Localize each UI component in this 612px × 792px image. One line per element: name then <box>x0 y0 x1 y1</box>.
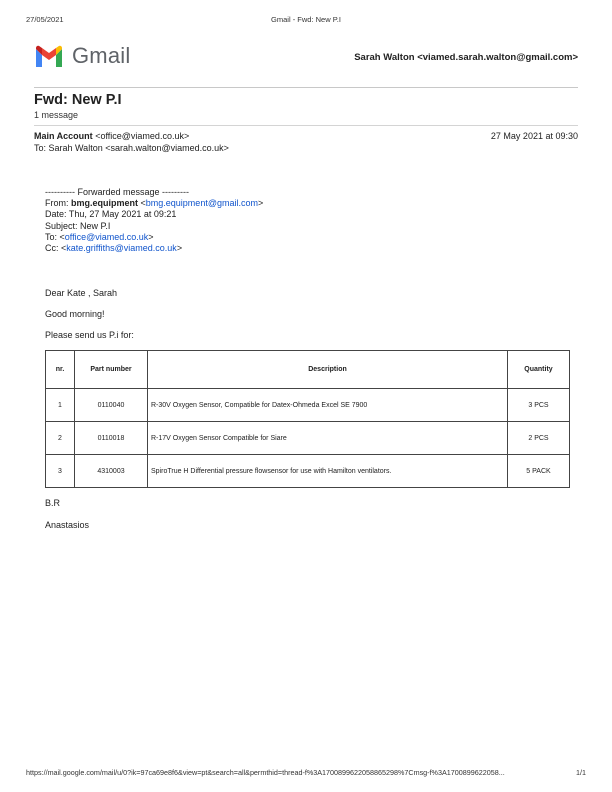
request-text: Please send us P.i for: <box>45 330 134 340</box>
cell-part-number: 0110040 <box>75 389 148 422</box>
forward-separator: ---------- Forwarded message --------- <box>45 187 189 197</box>
cell-description: R-17V Oxygen Sensor Compatible for Siare <box>148 422 508 455</box>
sender-line <box>34 131 189 141</box>
message-divider <box>34 125 578 126</box>
cell-nr: 2 <box>46 422 75 455</box>
recipient-line: To: Sarah Walton <sarah.walton@viamed.co.uk> <box>34 143 229 153</box>
forward-to-email-link[interactable]: office@viamed.co.uk <box>64 232 149 242</box>
forward-to: To: <office@viamed.co.uk> <box>45 232 154 242</box>
sign-off: B.R <box>45 498 61 508</box>
greeting: Dear Kate , Sarah <box>45 288 118 298</box>
cell-part-number: 4310003 <box>75 455 148 488</box>
col-header-description: Description <box>148 351 508 389</box>
table-row <box>46 389 570 422</box>
message-count: 1 message <box>34 110 79 120</box>
col-header-quantity: Quantity <box>508 351 570 389</box>
cell-description: SpiroTrue H Differential pressure flowsensor for use with Hamilton ventilators. <box>148 455 508 488</box>
forward-subject: Subject: New P.I <box>45 221 111 231</box>
good-morning: Good morning! <box>45 309 105 319</box>
cell-quantity: 3 PCS <box>508 389 570 422</box>
forward-cc: Cc: <kate.griffiths@viamed.co.uk> <box>45 243 183 253</box>
forward-from-name: bmg.equipment <box>71 198 138 208</box>
gmail-wordmark: Gmail <box>72 43 131 68</box>
sender-email: <office@viamed.co.uk> <box>95 131 190 141</box>
col-header-nr: nr. <box>46 351 75 389</box>
table-row <box>46 422 570 455</box>
print-footer-url: https://mail.google.com/mail/u/0?ik=97ca69e8f6&view=pt&search=all&permthid=thread-f%3A1700899622058865298%7Cmsg-f%3A1700899622058... <box>26 768 505 777</box>
table-row <box>46 455 570 488</box>
cell-quantity: 5 PACK <box>508 455 570 488</box>
forward-from-email-link[interactable]: bmg.equipment@gmail.com <box>145 198 258 208</box>
parts-table <box>45 350 570 488</box>
cell-part-number: 0110018 <box>75 422 148 455</box>
cell-nr: 3 <box>46 455 75 488</box>
cell-description: R-30V Oxygen Sensor, Compatible for Datex-Ohmeda Excel SE 7900 <box>148 389 508 422</box>
message-date: 27 May 2021 at 09:30 <box>490 131 578 141</box>
table-header-row <box>46 351 570 389</box>
thread-subject: Fwd: New P.I <box>34 92 122 108</box>
print-date: 27/05/2021 <box>26 15 64 24</box>
col-header-part-number: Part number <box>75 351 148 389</box>
print-title: Gmail - Fwd: New P.I <box>271 15 341 24</box>
signature-name: Anastasios <box>45 520 90 530</box>
sender-name: Main Account <box>34 131 93 141</box>
print-page-number: 1/1 <box>576 768 586 777</box>
forward-cc-email-link[interactable]: kate.griffiths@viamed.co.uk <box>66 243 177 253</box>
header-divider <box>34 87 578 88</box>
gmail-logo-icon <box>34 44 64 69</box>
cell-quantity: 2 PCS <box>508 422 570 455</box>
cell-nr: 1 <box>46 389 75 422</box>
forward-from: From: bmg.equipment <bmg.equipment@gmail.com> <box>45 198 264 208</box>
forward-date: Date: Thu, 27 May 2021 at 09:21 <box>45 209 177 219</box>
account-identity: Sarah Walton <viamed.sarah.walton@gmail.com> <box>354 52 578 63</box>
